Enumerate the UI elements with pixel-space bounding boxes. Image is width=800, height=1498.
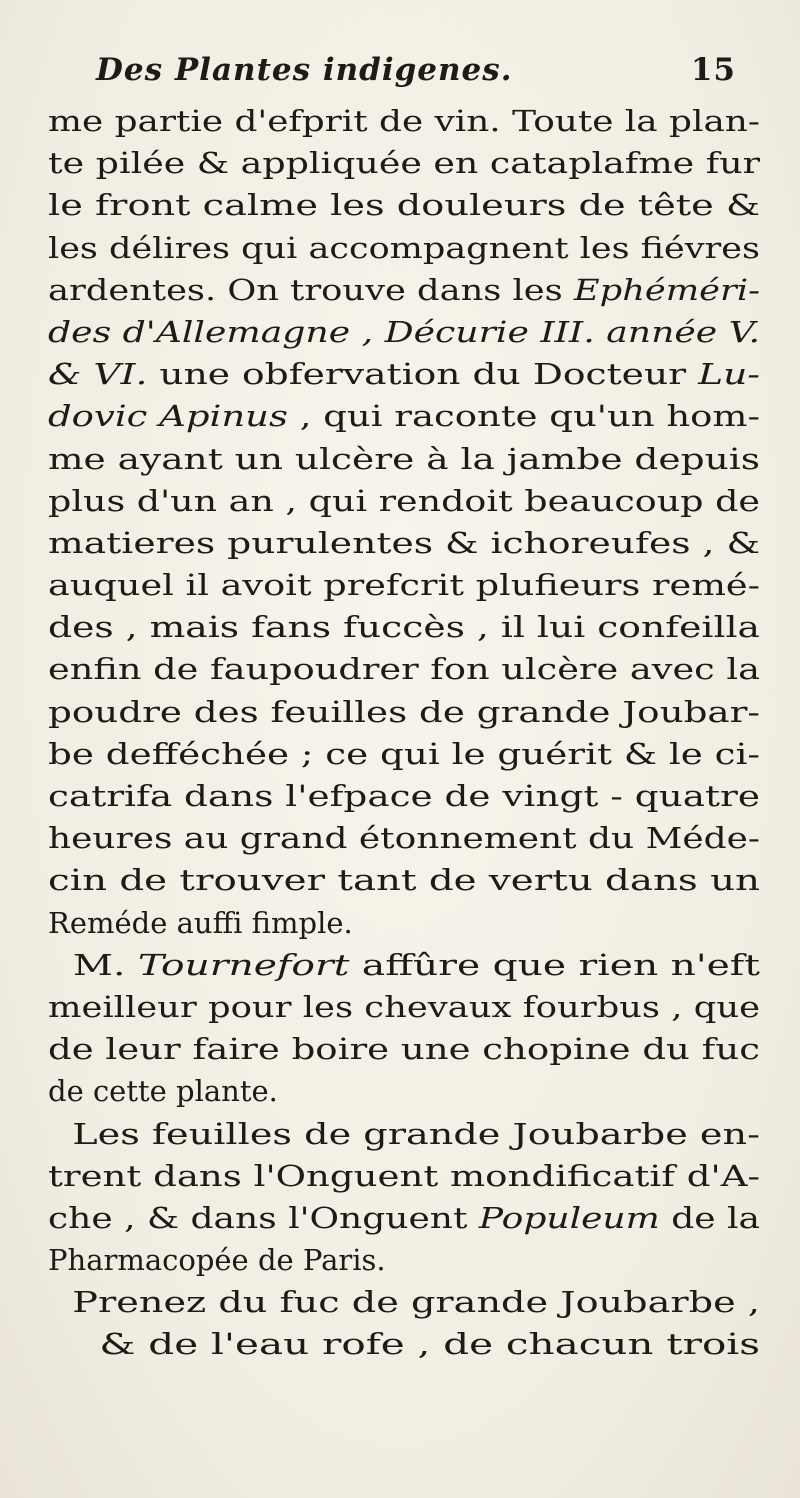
text-line (48, 1113, 800, 1155)
running-head (96, 44, 736, 104)
text-segment: te pilée & appliquée en cataplafme fur (48, 146, 760, 181)
text-segment: me ayant un ulcère à la jambe depuis (48, 441, 760, 476)
text-line (48, 817, 800, 859)
text-line (48, 648, 800, 690)
text-segment: catrifa dans l'efpace de vingt - quatre (48, 779, 760, 813)
text-segment: M. (48, 947, 138, 982)
text-segment: de la (659, 1200, 760, 1235)
text-line (48, 606, 800, 648)
text-segment: enfin de faupoudrer fon ulcère avec la (48, 652, 760, 687)
text-segment: de cette plante. (48, 1074, 278, 1109)
text-line (48, 227, 800, 269)
text-line (48, 1239, 768, 1281)
text-line (48, 1281, 800, 1323)
text-line (48, 395, 800, 437)
text-segment: me partie d'efprit de vin. Toute la plan- (48, 104, 760, 138)
text-segment: Les feuilles de grande Joubarbe en- (48, 1116, 760, 1151)
text-line (48, 1323, 800, 1365)
text-segment: des , mais fans fuccès , il lui confeilla (48, 610, 760, 645)
text-line (48, 1155, 800, 1197)
text-segment: trent dans l'Onguent mondificatif d'A- (48, 1158, 760, 1193)
text-line (48, 1070, 768, 1112)
text-line (48, 184, 800, 226)
page-number: 15 (690, 52, 736, 88)
text-segment: Reméde auffi fimple. (48, 905, 353, 940)
text-segment: be defféchée ; ce qui le guérit & le ci- (48, 736, 760, 771)
text-segment: ardentes. On trouve dans les (48, 272, 574, 307)
text-segment: , qui raconte qu'un hom- (287, 399, 760, 434)
italic-text: Populeum (478, 1200, 660, 1235)
text-line (48, 438, 800, 480)
italic-text: Tournefort (137, 947, 350, 982)
text-line (48, 564, 800, 606)
text-line (48, 775, 800, 817)
text-segment: une obfervation du Docteur (147, 357, 699, 392)
italic-text: dovic Apinus (48, 399, 288, 434)
text-line (48, 522, 800, 564)
text-line (48, 100, 800, 142)
text-segment: Prenez du fuc de grande Joubarbe , (48, 1285, 760, 1320)
italic-text: des d'Allemagne , Décurie III. année V. (48, 314, 760, 349)
text-line (48, 142, 800, 184)
text-line (48, 1197, 800, 1239)
text-line (48, 986, 800, 1028)
italic-text: Lu- (698, 357, 760, 392)
text-line (48, 1028, 800, 1070)
text-segment: auquel il avoit prefcrit plufieurs remé- (48, 568, 760, 603)
text-line (48, 944, 800, 986)
text-segment: plus d'un an , qui rendoit beaucoup de (48, 483, 760, 518)
text-line (48, 902, 768, 944)
text-line (48, 691, 800, 733)
text-segment: & de l'eau rofe , de chacun trois (48, 1327, 760, 1362)
text-line (48, 733, 800, 775)
body-text (48, 100, 768, 1366)
text-segment: matieres purulentes & ichoreufes , & (48, 525, 760, 560)
text-line (48, 859, 800, 901)
text-line (48, 269, 800, 311)
text-segment: les délires qui accompagnent les fiévres (48, 230, 760, 265)
text-segment: de leur faire boire une chopine du fuc (48, 1032, 760, 1067)
text-line (48, 353, 800, 395)
text-segment: poudre des feuilles de grande Joubar- (48, 694, 760, 729)
text-line (48, 311, 800, 353)
text-segment: meilleur pour les chevaux fourbus , que (48, 989, 760, 1024)
text-line (48, 480, 800, 522)
text-segment: le front calme les douleurs de tête & (48, 188, 760, 223)
text-segment: cin de trouver tant de vertu dans un (48, 863, 760, 898)
text-segment: che , & dans l'Onguent (48, 1200, 479, 1235)
text-segment: heures au grand étonnement du Méde- (48, 821, 760, 856)
text-segment: Pharmacopée de Paris. (48, 1243, 386, 1278)
running-head-title: Des Plantes indigenes. (96, 52, 513, 88)
italic-text: Ephéméri- (573, 272, 760, 307)
text-segment: affûre que rien n'eft (349, 947, 760, 982)
italic-text: & VI. (48, 357, 148, 392)
